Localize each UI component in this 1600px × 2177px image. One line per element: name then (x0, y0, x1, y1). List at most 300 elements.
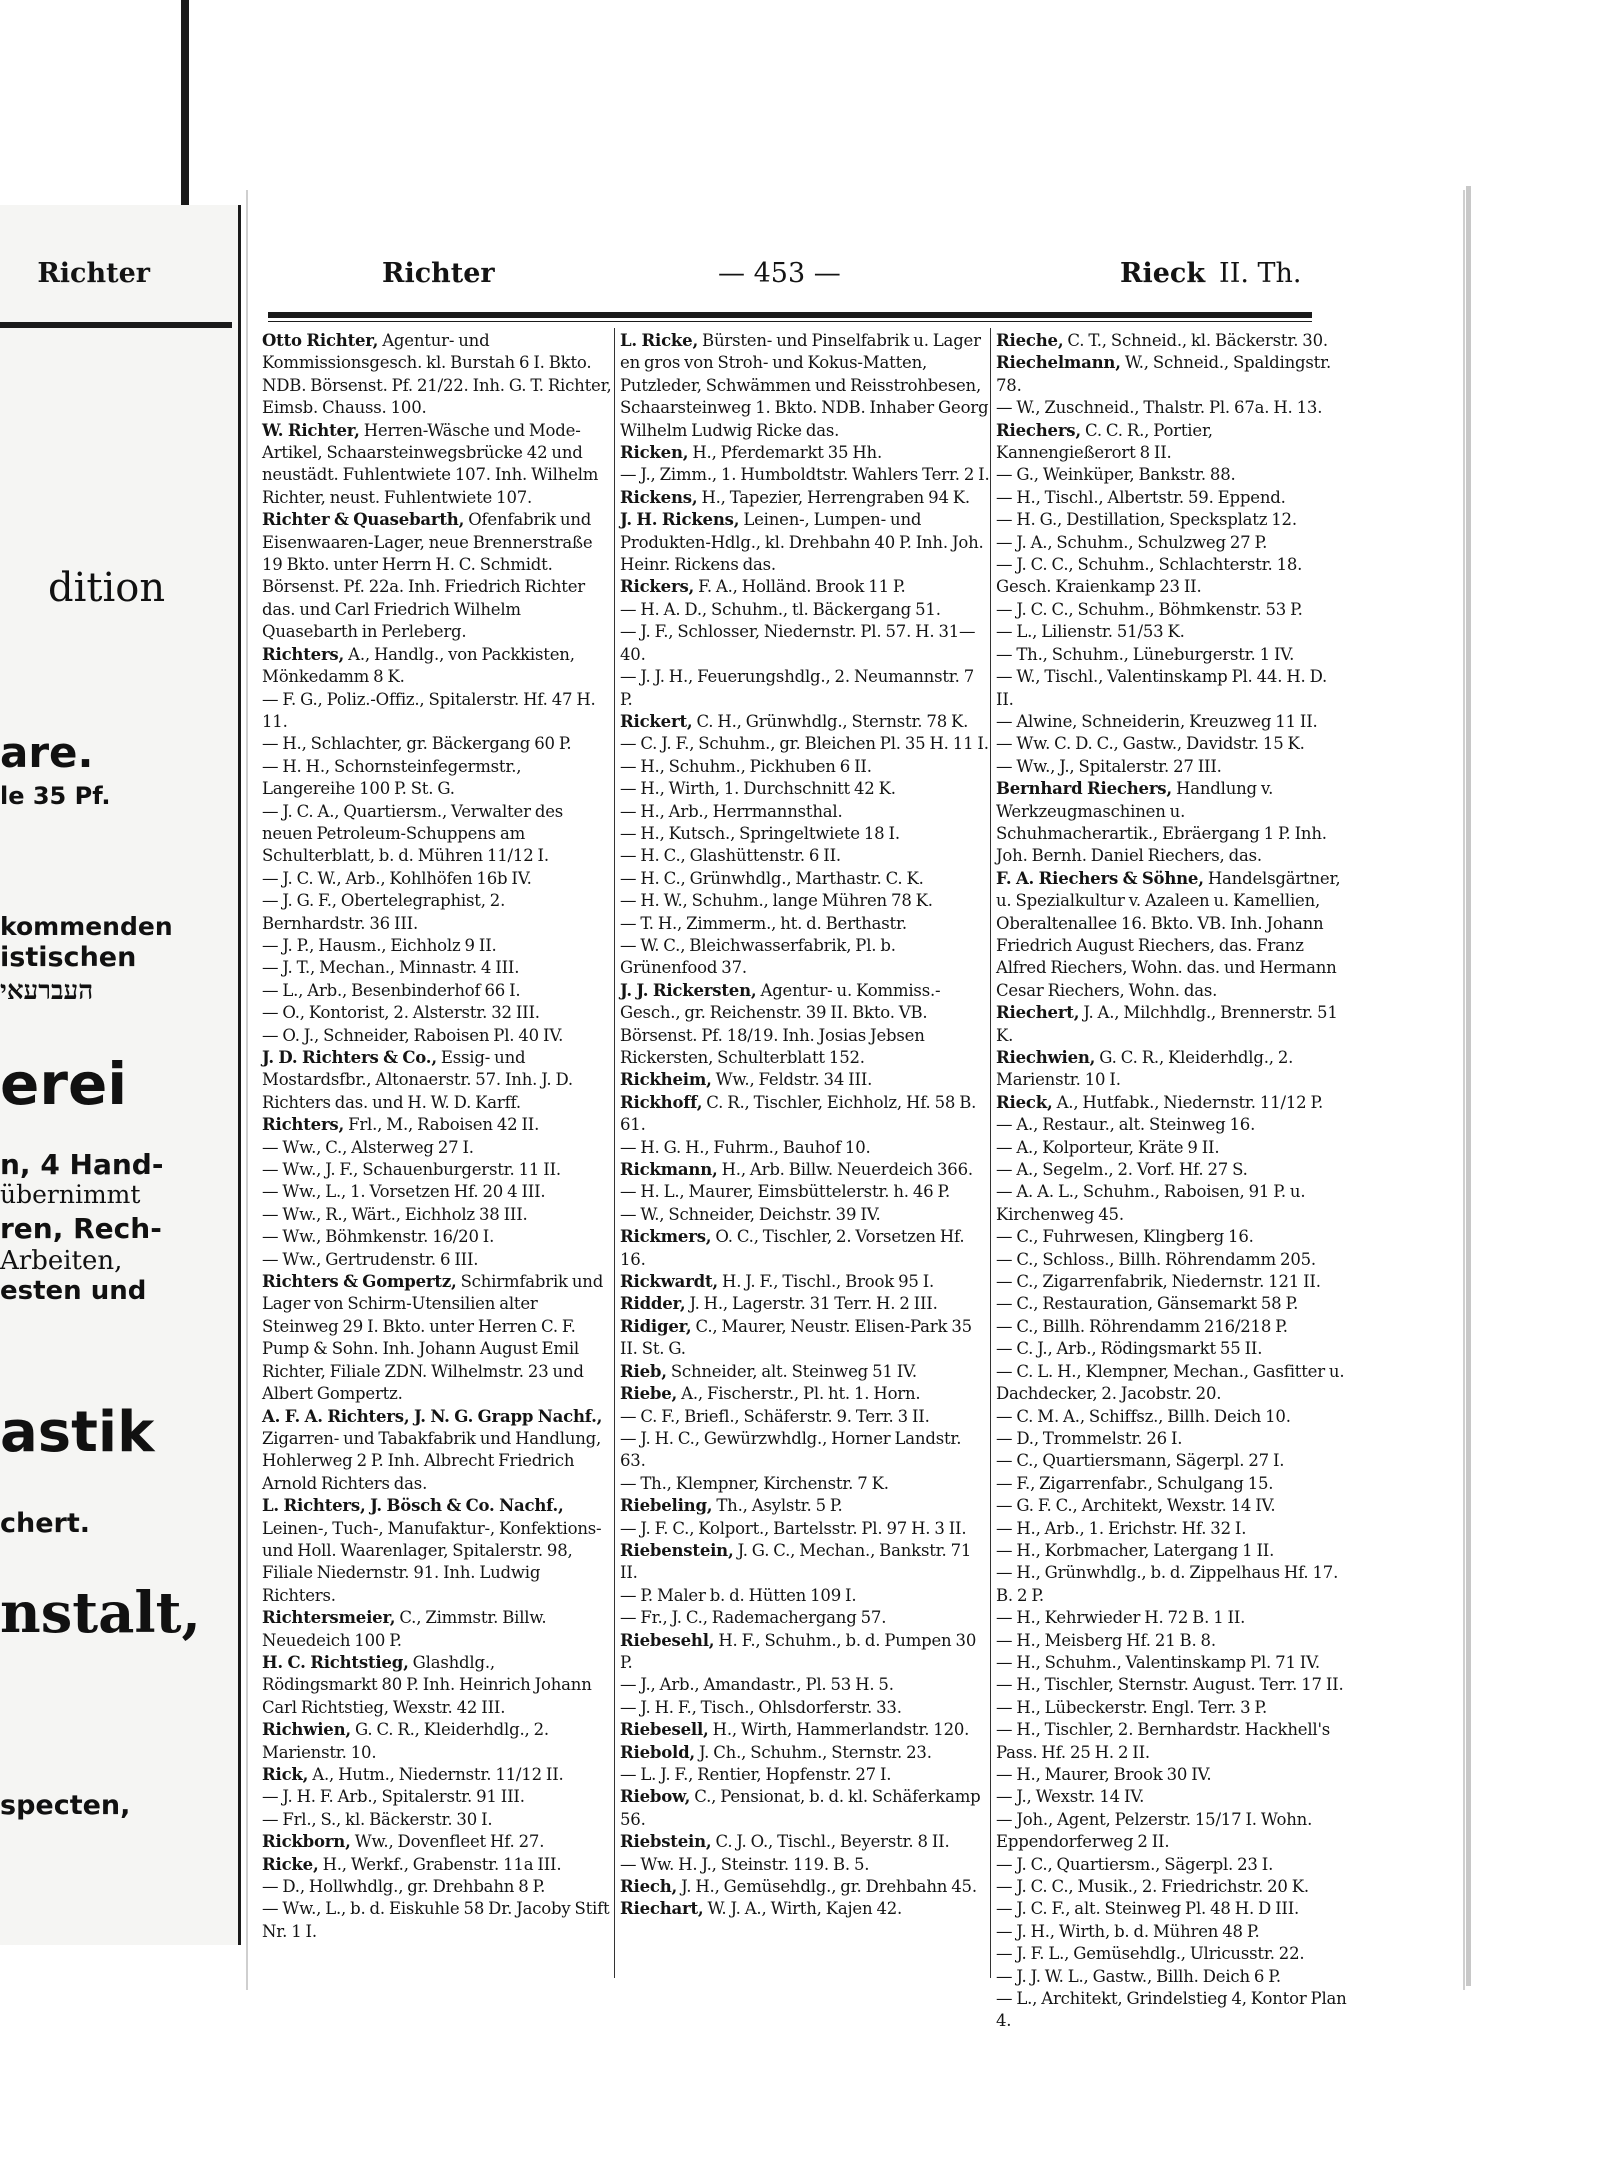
directory-entry (262, 1181, 612, 1203)
entry-details: C. R., Tischler, Eichholz, Hf. 58 B. 61. (620, 1092, 977, 1135)
entry-details: — J. H. C., Gewürzwhdlg., Horner Landstr. 63. (620, 1428, 962, 1471)
directory-entry (620, 1383, 990, 1405)
left-fragment: kommenden (0, 912, 173, 941)
entry-details: — H. C., Glashüttenstr. 6 II. (620, 846, 841, 866)
entry-details: — J., Zimm., 1. Humboldtstr. Wahlers Terr. 2 I. (620, 465, 990, 485)
directory-entry (620, 1069, 990, 1091)
directory-entry (996, 1630, 1348, 1652)
entry-details: — Th., Schuhm., Lüneburgerstr. 1 IV. (996, 644, 1295, 664)
directory-entry (262, 1002, 612, 1024)
directory-entry (262, 1137, 612, 1159)
entry-details: J. H., Lagerstr. 31 Terr. H. 2 III. (689, 1294, 938, 1314)
directory-entry (996, 666, 1348, 711)
header-running-head-right (1120, 258, 1302, 289)
directory-entry (620, 621, 990, 666)
entry-name: Ridder, (620, 1294, 686, 1314)
directory-entry (620, 1293, 990, 1315)
directory-entry (996, 1114, 1348, 1136)
directory-entry (620, 1473, 990, 1495)
directory-entry (262, 1876, 612, 1898)
directory-entry (996, 1406, 1348, 1428)
entry-details: — H., Schuhm., Valentinskamp Pl. 71 IV. (996, 1652, 1320, 1672)
left-fragment: are. (0, 728, 94, 777)
page-edge (1466, 186, 1471, 1986)
entry-details: — H. A. D., Schuhm., tl. Bäckergang 51. (620, 599, 941, 619)
directory-entry (262, 644, 612, 689)
entry-details: J. G. C., Mechan., Bankstr. 71 II. (620, 1540, 972, 1583)
entry-details: — C., Zigarrenfabrik, Niedernstr. 121 II. (996, 1272, 1321, 1292)
entry-name: Riechart, (620, 1899, 704, 1919)
entry-details: — W., Tischl., Valentinskamp Pl. 44. H. D. II. (996, 667, 1328, 709)
entry-name: Richters, (262, 644, 345, 664)
entry-details: Herren-Wäsche und Mode-Artikel, Schaarsteinwegsbrücke 42 und neustädt. Fuhlentwiete 107. Inh. Wilhelm Richter, neust. Fuhlentwiete 107. (262, 420, 599, 507)
entry-details: — H. W., Schuhm., lange Mühren 78 K. (620, 891, 933, 911)
entry-details: — H., Korbmacher, Latergang 1 II. (996, 1540, 1275, 1560)
entry-name: A. F. A. Richters, J. N. G. Grapp Nachf., (262, 1406, 603, 1426)
entry-details: — J. H. F., Tisch., Ohlsdorferstr. 33. (620, 1697, 902, 1717)
directory-entry (996, 711, 1348, 733)
entry-details: Frl., M., Raboisen 42 II. (348, 1115, 540, 1135)
left-page-header: Richter (37, 258, 150, 289)
directory-entry (996, 1562, 1348, 1607)
directory-entry (620, 487, 990, 509)
left-fragment: ren, Rech- (0, 1212, 162, 1245)
directory-entry (996, 1697, 1348, 1719)
entry-details: Ww., Dovenfleet Hf. 27. (354, 1832, 545, 1852)
entry-details: A., Fischerstr., Pl. ht. 1. Horn. (681, 1384, 921, 1404)
entry-details: — H. G., Destillation, Specksplatz 12. (996, 510, 1297, 530)
directory-entry (262, 801, 612, 868)
entry-name: W. Richter, (262, 420, 360, 440)
left-fragment: העברעאי (0, 976, 94, 1006)
entry-details: — J. J. W. L., Gastw., Billh. Deich 6 P. (996, 1966, 1281, 1986)
directory-entry (620, 935, 990, 980)
entry-details: — H., Maurer, Brook 30 IV. (996, 1765, 1212, 1784)
entry-details: — Ww., L., 1. Vorsetzen Hf. 20 4 III. (262, 1182, 546, 1202)
directory-entry (620, 666, 990, 711)
entry-details: H., Pferdemarkt 35 Hh. (692, 443, 883, 463)
entry-details: — H., Tischler, Sternstr. August. Terr. 17 II. (996, 1675, 1344, 1695)
directory-entry (996, 1786, 1348, 1808)
directory-entry (262, 1607, 612, 1652)
entry-name: Ricke, (262, 1854, 319, 1874)
left-fragment: dition (48, 565, 166, 611)
directory-entry (620, 801, 990, 823)
entry-name: Ricken, (620, 443, 689, 463)
entry-details: — H., Schlachter, gr. Bäckergang 60 P. (262, 734, 572, 754)
entry-details: — D., Hollwhdlg., gr. Drehbahn 8 P. (262, 1877, 546, 1897)
entry-details: — H. L., Maurer, Eimsbüttelerstr. h. 46 P. (620, 1182, 951, 1202)
entry-name: Richters & Gompertz, (262, 1272, 457, 1292)
directory-entry (620, 1159, 990, 1181)
directory-entry (262, 756, 612, 801)
directory-entry (996, 330, 1348, 352)
entry-name: Riebeling, (620, 1496, 713, 1516)
directory-entry (262, 957, 612, 979)
page-header (250, 258, 1320, 298)
entry-details: — L., Lilienstr. 51/53 K. (996, 622, 1185, 642)
entry-name: Rickhoff, (620, 1092, 703, 1112)
column-divider (990, 328, 991, 1978)
entry-details: — J., Arb., Amandastr., Pl. 53 H. 5. (620, 1675, 894, 1695)
entry-name: Rickwardt, (620, 1272, 718, 1292)
entry-details: — J. C. W., Arb., Kohlhöfen 16b IV. (262, 868, 532, 888)
entry-name: Rieche, (996, 331, 1064, 350)
entry-details: — J. C. C., Musik., 2. Friedrichstr. 20 K. (996, 1877, 1309, 1897)
entry-details: — H. G. H., Fuhrm., Bauhof 10. (620, 1137, 871, 1157)
entry-name: Riechelmann, (996, 353, 1121, 373)
entry-details: — W., Schneider, Deichstr. 39 IV. (620, 1204, 881, 1224)
entry-details: — H. H., Schornsteinfegermstr., Langereihe 100 P. St. G. (262, 756, 522, 799)
directory-entry (996, 1495, 1348, 1517)
entry-name: L. Ricke, (620, 331, 698, 350)
entry-name: Riechert, (996, 1003, 1080, 1023)
directory-entry (262, 1786, 612, 1808)
directory-entry (996, 1159, 1348, 1181)
entry-details: F. A., Holländ. Brook 11 P. (698, 577, 906, 597)
entry-name: Riech, (620, 1877, 678, 1897)
column-divider (614, 328, 615, 1978)
directory-entry (996, 487, 1348, 509)
entry-details: — Ww., C., Alsterweg 27 I. (262, 1137, 474, 1157)
directory-entry (262, 1226, 612, 1248)
directory-entry (620, 1406, 990, 1428)
entry-name: H. C. Richtstieg, (262, 1652, 409, 1672)
left-fragment: istischen (0, 942, 137, 973)
entry-details: — Ww., R., Wärt., Eichholz 38 III. (262, 1204, 528, 1224)
directory-entry (996, 1293, 1348, 1315)
entry-name: Riebe, (620, 1384, 678, 1404)
directory-entry (996, 1002, 1348, 1047)
directory-entry (996, 1943, 1348, 1965)
entry-name: Ridiger, (620, 1316, 692, 1336)
entry-details: G. C. R., Kleiderhdlg., 2. Marienstr. 10. (262, 1720, 549, 1762)
directory-entry (996, 420, 1348, 465)
directory-entry (996, 509, 1348, 531)
header-running-head-left: Richter (382, 258, 495, 289)
directory-entry (996, 778, 1348, 868)
entry-details: — O., Kontorist, 2. Alsterstr. 32 III. (262, 1003, 540, 1023)
directory-entry (620, 1607, 990, 1629)
entry-details: Bürsten- und Pinselfabrik u. Lager en gros von Stroh- und Kokus-Matten, Putzleder, Schwämmen und Reisstrohbesen, Schaarsteinweg 1. Bkto. NDB. Inhaber Georg Wilhelm Ludwig Ricke das. (620, 331, 989, 440)
entry-name: Rickborn, (262, 1832, 351, 1852)
directory-entry (996, 1854, 1348, 1876)
directory-entry (620, 1585, 990, 1607)
directory-entry (996, 621, 1348, 643)
directory-entry (262, 1652, 612, 1719)
entry-details: Ofenfabrik und Eisenwaaren-Lager, neue Brennerstraße 19 Bkto. unter Herrn H. C. Schmidt. Börsenst. Pf. 22a. Inh. Friedrich Richter das. und Carl Friedrich Wilhelm Quasebarth in Perleberg. (262, 510, 593, 642)
directory-entry (996, 1607, 1348, 1629)
directory-entry (262, 330, 612, 420)
directory-entry (620, 1181, 990, 1203)
directory-entry (620, 464, 990, 486)
entry-details: — J. H. F. Arb., Spitalerstr. 91 III. (262, 1787, 525, 1807)
entry-details: Zigarren- und Tabakfabrik und Handlung, Hohlerweg 2 P. Inh. Albrecht Friedrich Arnold Richters das. (262, 1428, 602, 1493)
entry-details: — J. F. C., Kolport., Bartelsstr. Pl. 97 H. 3 II. (620, 1518, 967, 1538)
directory-entry (620, 1092, 990, 1137)
entry-details: — C. J. F., Schuhm., gr. Bleichen Pl. 35 H. 11 I. (620, 734, 989, 754)
entry-details: W., Schneid., Spaldingstr. 78. (996, 353, 1332, 395)
directory-entry (620, 1898, 990, 1920)
directory-entry (620, 1764, 990, 1786)
directory-entry (262, 1495, 612, 1607)
entry-details: C., Maurer, Neustr. Elisen-Park 35 II. St. G. (620, 1316, 972, 1359)
directory-entry (620, 442, 990, 464)
directory-entry (262, 1406, 612, 1496)
entry-details: — J. C. C., Schuhm., Schlachterstr. 18. Gesch. Kraienkamp 23 II. (996, 555, 1303, 597)
entry-details: C. H., Grünwhdlg., Sternstr. 78 K. (696, 711, 969, 731)
directory-entry (996, 1921, 1348, 1943)
directory-entry (262, 420, 612, 510)
directory-entry (996, 599, 1348, 621)
directory-entry (262, 868, 612, 890)
directory-entry (262, 509, 612, 643)
gutter-bar (181, 0, 189, 205)
left-fragment: le 35 Pf. (0, 782, 111, 810)
directory-entry (620, 1361, 990, 1383)
entry-details: — J. J. H., Feuerungshdlg., 2. Neumannstr. 7 P. (620, 667, 975, 709)
entry-details: H. F., Schuhm., b. d. Pumpen 30 P. (620, 1630, 977, 1672)
entry-details: — D., Trommelstr. 26 I. (996, 1428, 1183, 1448)
entry-details: — J. A., Schuhm., Schulzweg 27 P. (996, 532, 1268, 552)
entry-name: J. D. Richters & Co., (262, 1048, 437, 1067)
directory-entry (996, 1226, 1348, 1248)
entry-name: J. J. Rickersten, (620, 980, 757, 1000)
entry-details: — H., Schuhm., Pickhuben 6 II. (620, 756, 872, 776)
entry-details: — F. G., Poliz.-Offiz., Spitalerstr. Hf. 47 H. 11. (262, 689, 596, 731)
directory-entry (996, 733, 1348, 755)
directory-entry (620, 1271, 990, 1293)
directory-entry (620, 1137, 990, 1159)
directory-entry (262, 1047, 612, 1114)
entry-details: — C., Restauration, Gänsemarkt 58 P. (996, 1294, 1299, 1314)
directory-entry (996, 1518, 1348, 1540)
directory-entry (262, 1249, 612, 1271)
directory-entry (996, 1652, 1348, 1674)
entry-details: — J. G. F., Obertelegraphist, 2. Bernhardstr. 36 III. (262, 891, 506, 933)
directory-entry (996, 1674, 1348, 1696)
directory-entry (262, 733, 612, 755)
directory-entry (996, 644, 1348, 666)
entry-details: — H., Tischler, 2. Bernhardstr. Hackhell's Pass. Hf. 25 H. 2 II. (996, 1720, 1331, 1762)
directory-entry (620, 1630, 990, 1675)
directory-entry (996, 1271, 1348, 1293)
directory-column-1 (262, 330, 612, 1980)
directory-entry (620, 733, 990, 755)
header-right-word: Rieck (1120, 258, 1206, 289)
entry-details: — F., Zigarrenfabr., Schulgang 15. (996, 1473, 1274, 1493)
entry-name: Riebstein, (620, 1832, 712, 1852)
directory-entry (262, 1809, 612, 1831)
directory-entry (996, 756, 1348, 778)
entry-details: W. J. A., Wirth, Kajen 42. (707, 1899, 903, 1919)
left-fragment: nstalt, (0, 1580, 202, 1646)
entry-details: Glashdlg., Rödingsmarkt 80 P. Inh. Heinrich Johann Carl Richtstieg, Wexstr. 42 III. (262, 1652, 592, 1717)
directory-entry (620, 845, 990, 867)
entry-details: Th., Asylstr. 5 P. (716, 1496, 843, 1516)
directory-entry (996, 352, 1348, 397)
entry-details: Handlung v. Werkzeugmaschinen u. Schuhmacherartik., Ebräergang 1 P. Inh. Joh. Bernh. Daniel Riechers, das. (996, 779, 1327, 866)
entry-details: — H., Kehrwieder H. 72 B. 1 II. (996, 1608, 1246, 1628)
entry-name: Riebow, (620, 1787, 691, 1807)
directory-entry (262, 1854, 612, 1876)
directory-entry (996, 1338, 1348, 1360)
directory-entry (620, 868, 990, 890)
directory-entry (996, 1137, 1348, 1159)
directory-entry (620, 1854, 990, 1876)
left-fragment: Arbeiten, (0, 1246, 123, 1276)
entry-details: — C. M. A., Schiffsz., Billh. Deich 10. (996, 1406, 1291, 1426)
directory-entry (620, 823, 990, 845)
directory-entry (996, 1898, 1348, 1920)
left-fragment: erei (0, 1050, 128, 1118)
directory-entry (262, 1898, 612, 1943)
directory-entry (996, 1047, 1348, 1092)
directory-entry (262, 890, 612, 935)
entry-details: A., Hutm., Niedernstr. 11/12 II. (312, 1765, 564, 1784)
directory-entry (620, 576, 990, 598)
directory-entry (620, 1719, 990, 1741)
directory-entry (996, 1988, 1348, 2033)
header-rule-thin (268, 321, 1312, 322)
entry-name: Bernhard Riechers, (996, 779, 1172, 799)
directory-entry (996, 1966, 1348, 1988)
entry-name: Riebenstein, (620, 1540, 734, 1560)
directory-entry (620, 980, 990, 1070)
entry-details: — P. Maler b. d. Hütten 109 I. (620, 1585, 857, 1605)
directory-entry (262, 1719, 612, 1764)
entry-details: — H., Arb., Herrmannsthal. (620, 801, 843, 821)
directory-entry (262, 980, 612, 1002)
entry-details: — C. L. H., Klempner, Mechan., Gasfitter u. Dachdecker, 2. Jacobstr. 20. (996, 1361, 1345, 1404)
entry-details: — Alwine, Schneiderin, Kreuzweg 11 II. (996, 711, 1318, 731)
entry-details: — Ww. C. D. C., Gastw., Davidstr. 15 K. (996, 734, 1305, 754)
directory-entry (620, 1226, 990, 1271)
entry-details: G. C. R., Kleiderhdlg., 2. Marienstr. 10 I. (996, 1048, 1294, 1090)
entry-details: — W., Zuschneid., Thalstr. Pl. 67a. H. 13. (996, 398, 1323, 418)
entry-details: — A., Segelm., 2. Vorf. Hf. 27 S. (996, 1160, 1248, 1180)
directory-column-2 (620, 330, 990, 1980)
entry-details: Schirmfabrik und Lager von Schirm-Utensilien alter Steinweg 29 I. Bkto. unter Herren C. F. Pump & Sohn. Inh. Johann August Emil Richter, Filiale ZDN. Wilhelmstr. 23 und Albert Gompertz. (262, 1272, 604, 1404)
entry-name: Rickheim, (620, 1070, 712, 1090)
entry-name: Rickmann, (620, 1160, 718, 1180)
directory-entry (620, 1831, 990, 1853)
entry-details: Essig- und Mostardsfbr., Altonaerstr. 57. Inh. J. D. Richters das. und H. W. D. Karff. (262, 1048, 573, 1112)
directory-entry (996, 1249, 1348, 1271)
entry-details: Leinen-, Lumpen- und Produkten-Hdlg., kl. Drehbahn 40 P. Inh. Joh. Heinr. Rickens das. (620, 510, 984, 575)
directory-entry (620, 1518, 990, 1540)
entry-details: Leinen-, Tuch-, Manufaktur-, Konfektions- und Holl. Waarenlager, Spitalerstr. 98, Filiale Niedernstr. 91. Inh. Ludwig Richters. (262, 1518, 602, 1605)
entry-details: — W. C., Bleichwasserfabrik, Pl. b. Grünenfood 37. (620, 935, 896, 978)
directory-entry (262, 1831, 612, 1853)
directory-entry (620, 330, 990, 442)
directory-entry (262, 935, 612, 957)
entry-details: — L. J. F., Rentier, Hopfenstr. 27 I. (620, 1765, 892, 1784)
entry-details: — Joh., Agent, Pelzerstr. 15/17 I. Wohn. Eppendorferweg 2 II. (996, 1809, 1313, 1852)
entry-details: — C., Billh. Röhrendamm 216/218 P. (996, 1316, 1288, 1336)
page-number: — 453 — (718, 258, 841, 289)
entry-details: — H., Wirth, 1. Durchschnitt 42 K. (620, 779, 896, 799)
entry-details: C. C. R., Portier, Kannengießerort 8 II. (996, 420, 1213, 463)
entry-details: — H. C., Grünwhdlg., Marthastr. C. K. (620, 868, 924, 888)
entry-details: — Ww., Gertrudenstr. 6 III. (262, 1249, 479, 1269)
entry-details: — J. C. C., Schuhm., Böhmkenstr. 53 P. (996, 599, 1303, 619)
entry-details: — Ww., Böhmkenstr. 16/20 I. (262, 1227, 495, 1247)
entry-name: Rieb, (620, 1361, 667, 1381)
entry-details: J. A., Milchhdlg., Brennerstr. 51 K. (996, 1003, 1338, 1045)
entry-name: Riechwien, (996, 1048, 1096, 1067)
directory-entry (262, 1271, 612, 1405)
entry-details: — C. F., Briefl., Schäferstr. 9. Terr. 3 II. (620, 1406, 930, 1426)
entry-details: H., Werkf., Grabenstr. 11a III. (322, 1854, 562, 1874)
directory-entry (996, 1809, 1348, 1854)
entry-details: — H., Meisberg Hf. 21 B. 8. (996, 1630, 1216, 1650)
directory-entry (996, 1764, 1348, 1786)
directory-column-3 (996, 330, 1348, 2031)
entry-name: Otto Richter, (262, 331, 379, 350)
entry-details: Handelsgärtner, u. Spezialkultur v. Azaleen u. Kamellien, Oberaltenallee 16. Bkto. VB. Inh. Johann Friedrich August Riechers, das. Franz Alfred Riechers, Wohn. das. und Hermann Cesar Riechers, Wohn. das. (996, 868, 1341, 1000)
entry-name: Rickert, (620, 711, 693, 731)
left-fragment: n, 4 Hand- (0, 1148, 164, 1181)
entry-details: O. C., Tischler, 2. Vorsetzen Hf. 16. (620, 1227, 965, 1269)
entry-name: Riebesell, (620, 1720, 709, 1740)
entry-details: A., Handlg., von Packkisten, Mönkedamm 8 K. (262, 644, 575, 687)
entry-name: Riechers, (996, 420, 1081, 440)
entry-details: — J., Wexstr. 14 IV. (996, 1787, 1145, 1807)
directory-entry (996, 1181, 1348, 1226)
entry-details: — O. J., Schneider, Raboisen Pl. 40 IV. (262, 1025, 564, 1045)
entry-details: — J. C. A., Quartiersm., Verwalter des neuen Petroleum-Schuppens am Schulterblatt, b. d. Mühren 11/12 I. (262, 801, 564, 866)
left-fragment: esten und (0, 1276, 147, 1306)
entry-name: Rick, (262, 1765, 309, 1784)
entry-name: Richwien, (262, 1720, 351, 1740)
entry-name: Richters, (262, 1115, 345, 1135)
entry-details: — C. J., Arb., Rödingsmarkt 55 II. (996, 1339, 1263, 1359)
directory-entry (996, 1719, 1348, 1764)
entry-details: — H., Grünwhdlg., b. d. Zippelhaus Hf. 17. B. 2 P. (996, 1563, 1339, 1605)
directory-entry (262, 1025, 612, 1047)
directory-entry (620, 1742, 990, 1764)
entry-details: — G. F. C., Architekt, Wexstr. 14 IV. (996, 1496, 1276, 1516)
header-part: II. Th. (1219, 258, 1302, 289)
directory-entry (996, 868, 1348, 1002)
entry-details: H., Tapezier, Herrengraben 94 K. (701, 487, 970, 507)
directory-entry (620, 1697, 990, 1719)
entry-details: — H., Arb., 1. Erichstr. Hf. 32 I. (996, 1518, 1247, 1538)
left-fragment: chert. (0, 1508, 91, 1539)
entry-details: C. J. O., Tischl., Beyerstr. 8 II. (715, 1832, 950, 1852)
directory-entry (620, 599, 990, 621)
directory-entry (620, 1204, 990, 1226)
entry-details: — A., Kolporteur, Kräte 9 II. (996, 1137, 1220, 1157)
entry-name: Rickmers, (620, 1227, 712, 1247)
directory-entry (996, 1092, 1348, 1114)
entry-details: Agentur- u. Kommiss.-Gesch., gr. Reichenstr. 39 II. Bkto. VB. Börsenst. Pf. 18/19. Inh. Josias Jebsen Rickersten, Schulterblatt 152. (620, 980, 941, 1067)
directory-entry (996, 554, 1348, 599)
entry-details: — H., Tischl., Albertstr. 59. Eppend. (996, 487, 1286, 507)
entry-name: Riebesehl, (620, 1630, 715, 1650)
entry-details: — J. F., Schlosser, Niedernstr. Pl. 57. H. 31—40. (620, 622, 976, 664)
entry-details: — Ww., J., Spitalerstr. 27 III. (996, 756, 1222, 776)
entry-details: — J. T., Mechan., Minnastr. 4 III. (262, 958, 520, 978)
entry-details: — T. H., Zimmerm., ht. d. Berthastr. (620, 913, 907, 933)
directory-entry (996, 1540, 1348, 1562)
entry-details: — L., Architekt, Grindelstieg 4, Kontor Plan 4. (996, 1989, 1347, 2031)
entry-details: — Frl., S., kl. Bäckerstr. 30 I. (262, 1809, 493, 1829)
entry-name: Rickers, (620, 577, 695, 597)
entry-details: Agentur- und Kommissionsgesch. kl. Burstah 6 I. Bkto. NDB. Börsenst. Pf. 21/22. Inh. G. T. Richter, Eimsb. Chauss. 100. (262, 331, 612, 418)
directory-entry (996, 1876, 1348, 1898)
